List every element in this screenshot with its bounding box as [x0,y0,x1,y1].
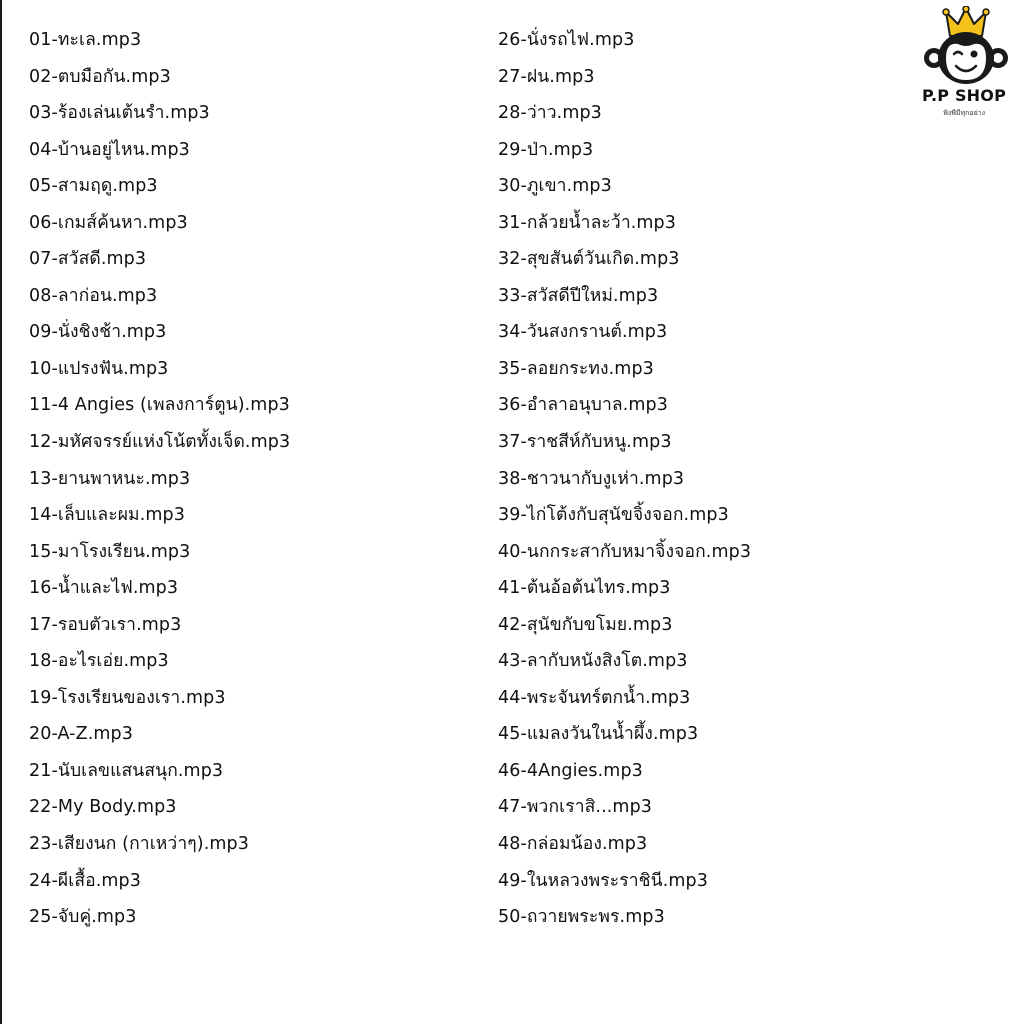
track-item: 13-ยานพาหนะ.mp3 [29,468,191,489]
track-item: 05-สามฤดู.mp3 [29,176,158,197]
track-item: 29-ป่า.mp3 [498,139,594,160]
track-item: 37-ราชสีห์กับหนู.mp3 [498,432,672,453]
track-item: 16-น้ำและไฟ.mp3 [29,578,179,599]
track-list-right [498,22,898,936]
track-item: 07-สวัสดี.mp3 [29,249,147,270]
track-item: 18-อะไรเอ่ย.mp3 [29,651,169,672]
track-item: 50-ถวายพระพร.mp3 [498,907,665,928]
track-item: 25-จับคู่.mp3 [29,907,137,928]
track-item: 38-ชาวนากับงูเห่า.mp3 [498,468,685,489]
track-item: 06-เกมส์ค้นหา.mp3 [29,212,188,233]
track-item: 39-ไก่โต้งกับสุนัขจิ้งจอก.mp3 [498,505,729,526]
track-item: 42-สุนัขกับขโมย.mp3 [498,614,673,635]
track-item: 12-มหัศจรรย์แห่งโน้ตทั้งเจ็ด.mp3 [29,432,291,453]
track-item: 19-โรงเรียนของเรา.mp3 [29,687,226,708]
track-item: 47-พวกเราสิ...mp3 [498,797,653,818]
track-item: 21-นับเลขแสนสนุก.mp3 [29,760,224,781]
track-item: 49-ในหลวงพระราชินี.mp3 [498,870,708,891]
track-item: 01-ทะเล.mp3 [29,30,142,50]
track-item: 35-ลอยกระทง.mp3 [498,358,654,379]
track-item: 22-My Body.mp3 [29,797,177,818]
track-item: 33-สวัสดีปีใหม่.mp3 [498,285,659,306]
track-item: 26-นั่งรถไฟ.mp3 [498,30,635,50]
track-item: 17-รอบตัวเรา.mp3 [29,614,182,635]
track-item: 24-ผีเสื้อ.mp3 [29,870,141,891]
track-item: 28-ว่าว.mp3 [498,103,602,124]
track-item: 36-อำลาอนุบาล.mp3 [498,395,668,416]
track-item: 45-แมลงวันในน้ำผึ้ง.mp3 [498,724,699,745]
track-item: 10-แปรงฟัน.mp3 [29,358,169,379]
track-item: 02-ตบมือกัน.mp3 [29,66,171,87]
track-item: 40-นกกระสากับหมาจิ้งจอก.mp3 [498,541,752,562]
track-item: 09-นั่งชิงช้า.mp3 [29,322,167,343]
track-item: 14-เล็บและผม.mp3 [29,505,185,526]
track-item: 20-A-Z.mp3 [29,724,133,745]
track-item: 03-ร้องเล่นเต้นรำ.mp3 [29,103,210,124]
track-item: 30-ภูเขา.mp3 [498,176,612,197]
track-item: 46-4Angies.mp3 [498,760,643,781]
left-edge-divider [0,0,2,1024]
track-item: 43-ลากับหนังสิงโต.mp3 [498,651,688,672]
track-item: 04-บ้านอยู่ไหน.mp3 [29,139,190,160]
monkey-crown-icon [916,6,1012,88]
track-item: 32-สุขสันต์วันเกิด.mp3 [498,249,680,270]
track-item: 11-4 Angies (เพลงการ์ตูน).mp3 [29,395,290,416]
track-item: 48-กล่อมน้อง.mp3 [498,834,648,855]
track-item: 34-วันสงกรานต์.mp3 [498,322,668,343]
track-item: 15-มาโรงเรียน.mp3 [29,541,191,562]
track-item: 44-พระจันทร์ตกน้ำ.mp3 [498,687,691,708]
track-item: 08-ลาก่อน.mp3 [29,285,158,306]
track-item: 27-ฝน.mp3 [498,66,595,87]
track-item: 31-กล้วยน้ำละว้า.mp3 [498,212,677,233]
track-item: 41-ต้นอ้อต้นไทร.mp3 [498,578,671,599]
shop-tagline: ฟังพีมีทุกอย่าง [942,109,986,117]
track-list-left [29,22,479,936]
shop-name: P.P SHOP [921,86,1006,105]
track-item: 23-เสียงนก (กาเหว่าๆ).mp3 [29,834,249,855]
